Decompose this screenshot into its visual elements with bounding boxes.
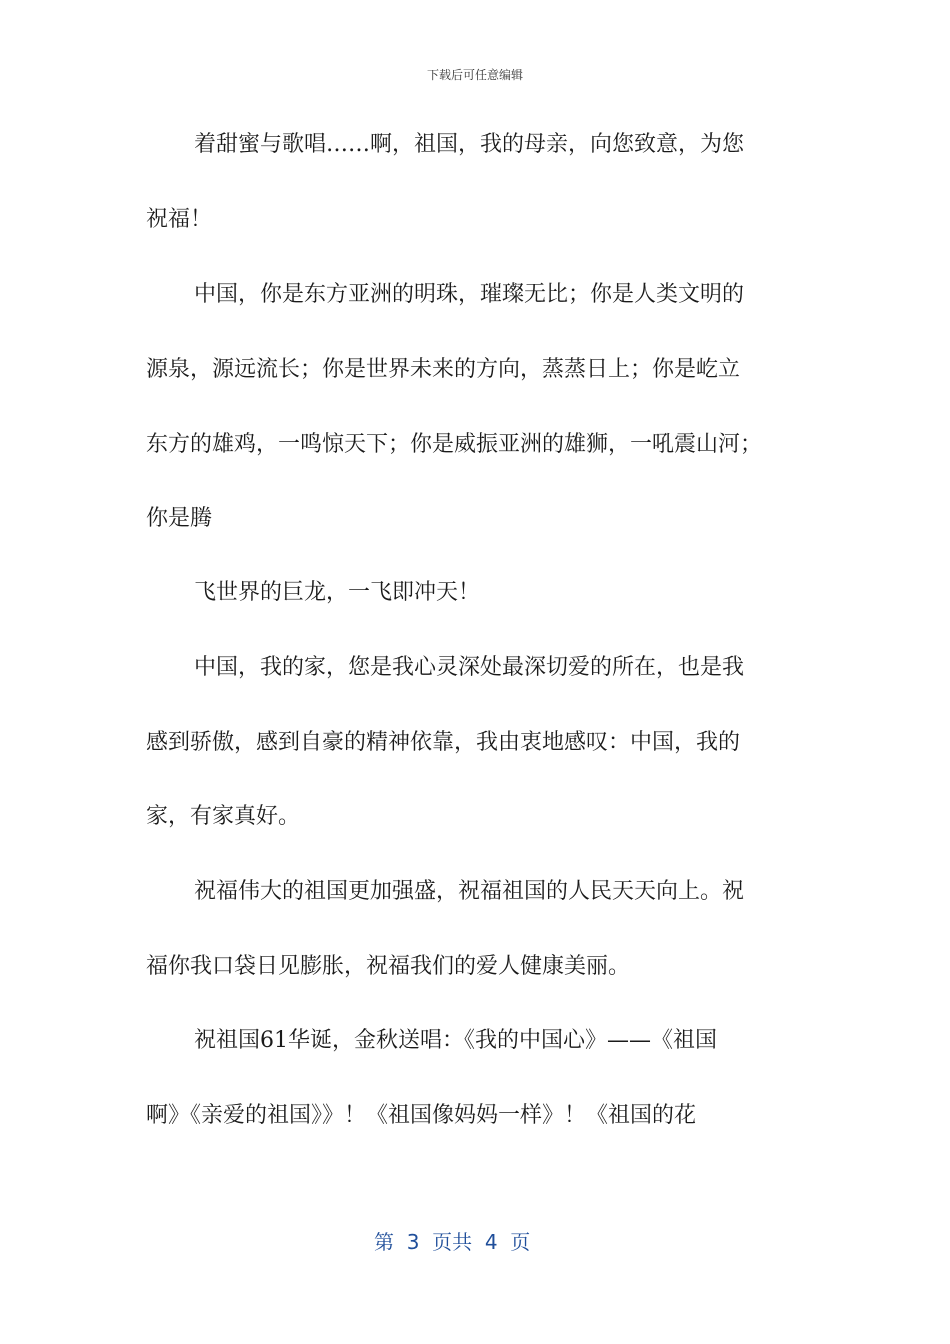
- text-line: 家，有家真好。: [146, 804, 301, 829]
- text-line: 着甜蜜与歌唱……啊，祖国，我的母亲，向您致意，为您: [194, 132, 745, 157]
- text-line: 源泉，源远流长；你是世界未来的方向，蒸蒸日上；你是屹立: [146, 357, 741, 382]
- page-number: 第 3 页共 4 页: [374, 1230, 531, 1254]
- text-line: 祝祖国61华诞，金秋送唱：《我的中国心》——《祖国: [194, 1028, 717, 1053]
- text-line: 祝福！: [146, 207, 213, 232]
- text-line: 中国，你是东方亚洲的明珠，璀璨无比；你是人类文明的: [194, 282, 745, 307]
- text-line: 中国，我的家，您是我心灵深处最深切爱的所在，也是我: [194, 655, 745, 680]
- text-line: 福你我口袋日见膨胀，祝福我们的爱人健康美丽。: [146, 954, 631, 979]
- text-line: 啊》《亲爱的祖国》》！《祖国像妈妈一样》！《祖国的花: [146, 1103, 697, 1128]
- page-header: 下载后可任意编辑: [426, 68, 523, 82]
- text-line: 你是腾: [146, 506, 213, 531]
- text-line: 祝福伟大的祖国更加强盛，祝福祖国的人民天天向上。祝: [194, 879, 745, 904]
- text-line: 飞世界的巨龙，一飞即冲天！: [194, 580, 481, 605]
- text-line: 东方的雄鸡，一鸣惊天下；你是威振亚洲的雄狮，一吼震山河；: [146, 432, 763, 457]
- text-line: 感到骄傲，感到自豪的精神依靠，我由衷地感叹：中国，我的: [146, 730, 741, 755]
